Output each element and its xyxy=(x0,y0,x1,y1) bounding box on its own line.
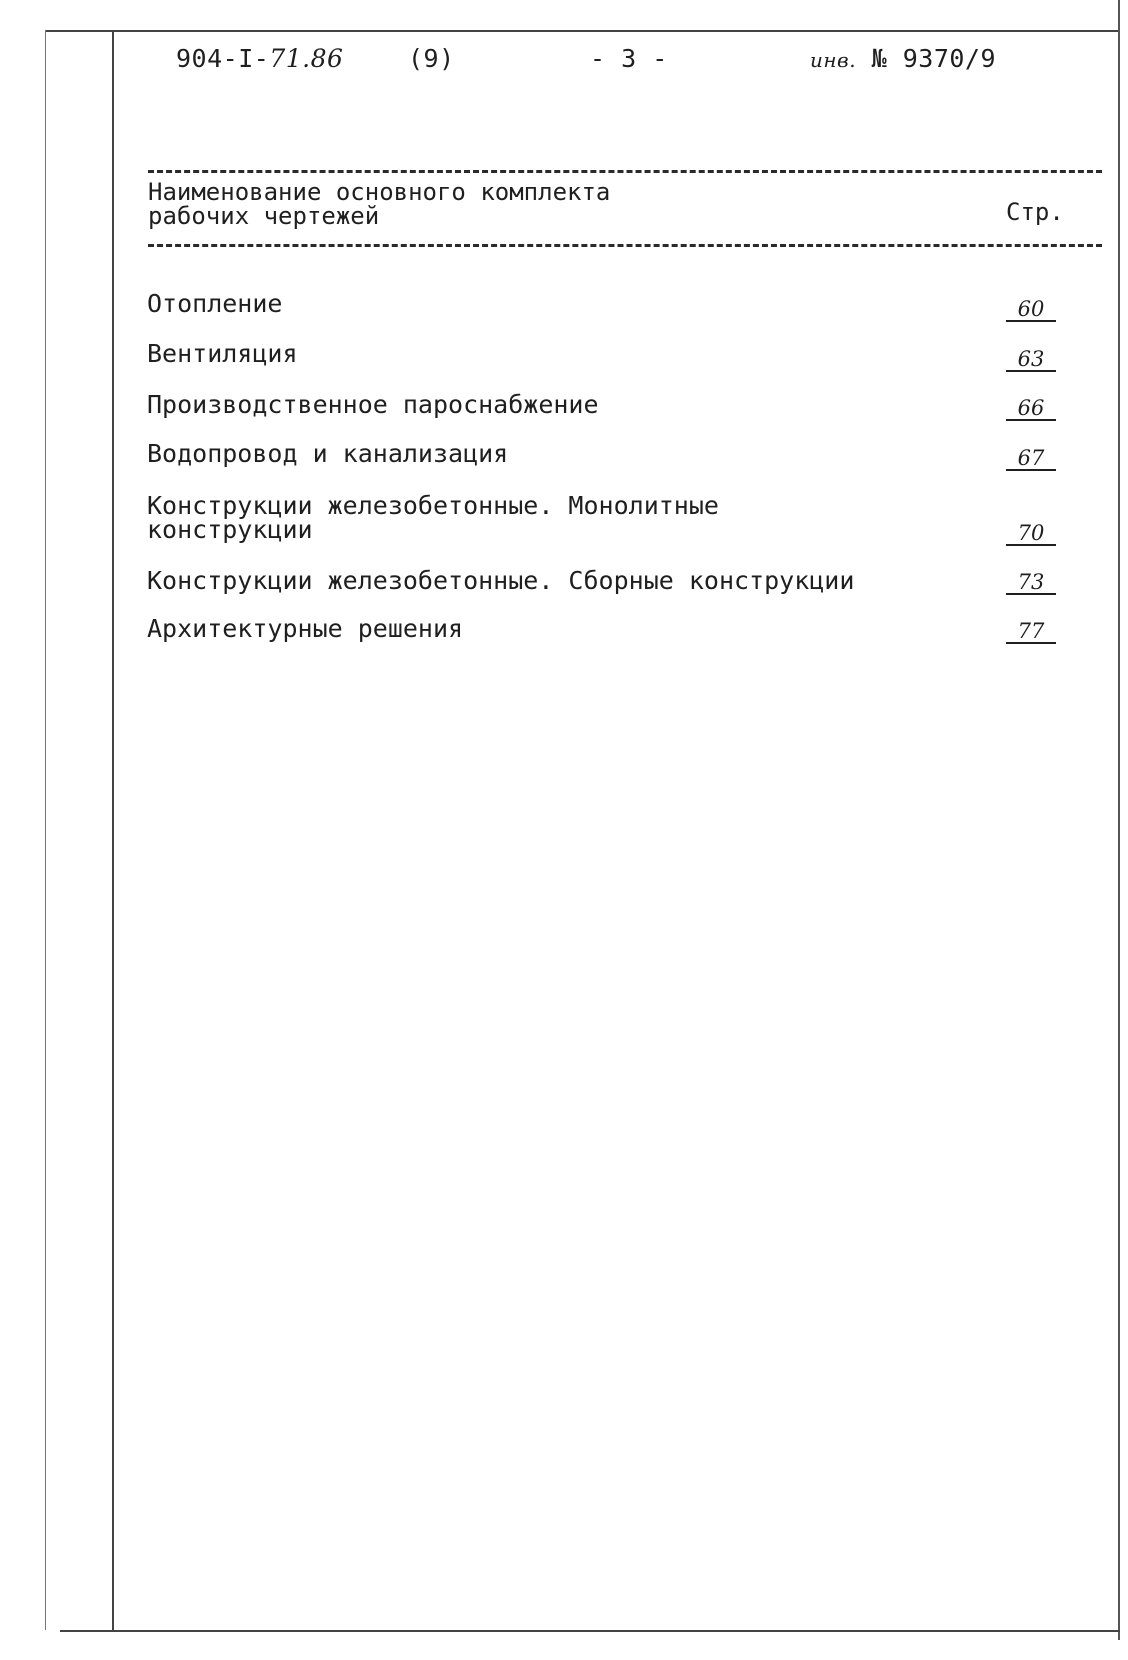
document-code-prefix: 904-I- xyxy=(176,44,270,73)
table-row-label: Архитектурные решения xyxy=(147,614,464,643)
table-header-rule xyxy=(148,244,1102,247)
table-row-label: Водопровод и канализация xyxy=(147,439,509,468)
inventory-value: № 9370/9 xyxy=(871,44,997,73)
table-row-page: 60 xyxy=(1006,298,1056,322)
table-row-label: Конструкции железобетонные. Сборные конструкции xyxy=(147,566,855,595)
table-row-page: 73 xyxy=(1006,571,1056,595)
table-row-page: 77 xyxy=(1006,620,1056,644)
table-top-rule xyxy=(148,170,1102,173)
table-row-label: Отопление xyxy=(147,289,283,318)
inventory-number xyxy=(810,44,996,73)
album-number: (9) xyxy=(408,44,455,73)
table-row-page: 63 xyxy=(1006,348,1056,372)
table-row-page: 70 xyxy=(1006,522,1056,546)
frame-left-outer-border xyxy=(45,30,46,1630)
table-row-label: Конструкции железобетонные. Монолитные конструкции xyxy=(147,491,719,544)
inventory-label: инв. xyxy=(810,48,857,72)
table-row-page: 67 xyxy=(1006,447,1056,471)
frame-top-border xyxy=(45,30,1120,32)
column-header-page: Стр. xyxy=(1006,198,1064,226)
table-row-label: Вентиляция xyxy=(147,339,298,368)
frame-right-border xyxy=(1118,0,1120,1640)
document-code xyxy=(176,44,343,73)
document-code-handwritten: 71.86 xyxy=(269,44,344,73)
table-row-page: 66 xyxy=(1006,397,1056,421)
page-number: - 3 - xyxy=(590,44,668,73)
frame-left-inner-border xyxy=(112,30,114,1630)
table-row-label: Производственное пароснабжение xyxy=(147,390,599,419)
frame-bottom-border xyxy=(60,1630,1120,1632)
column-header-name: Наименование основного комплекта рабочих чертежей xyxy=(148,178,611,230)
